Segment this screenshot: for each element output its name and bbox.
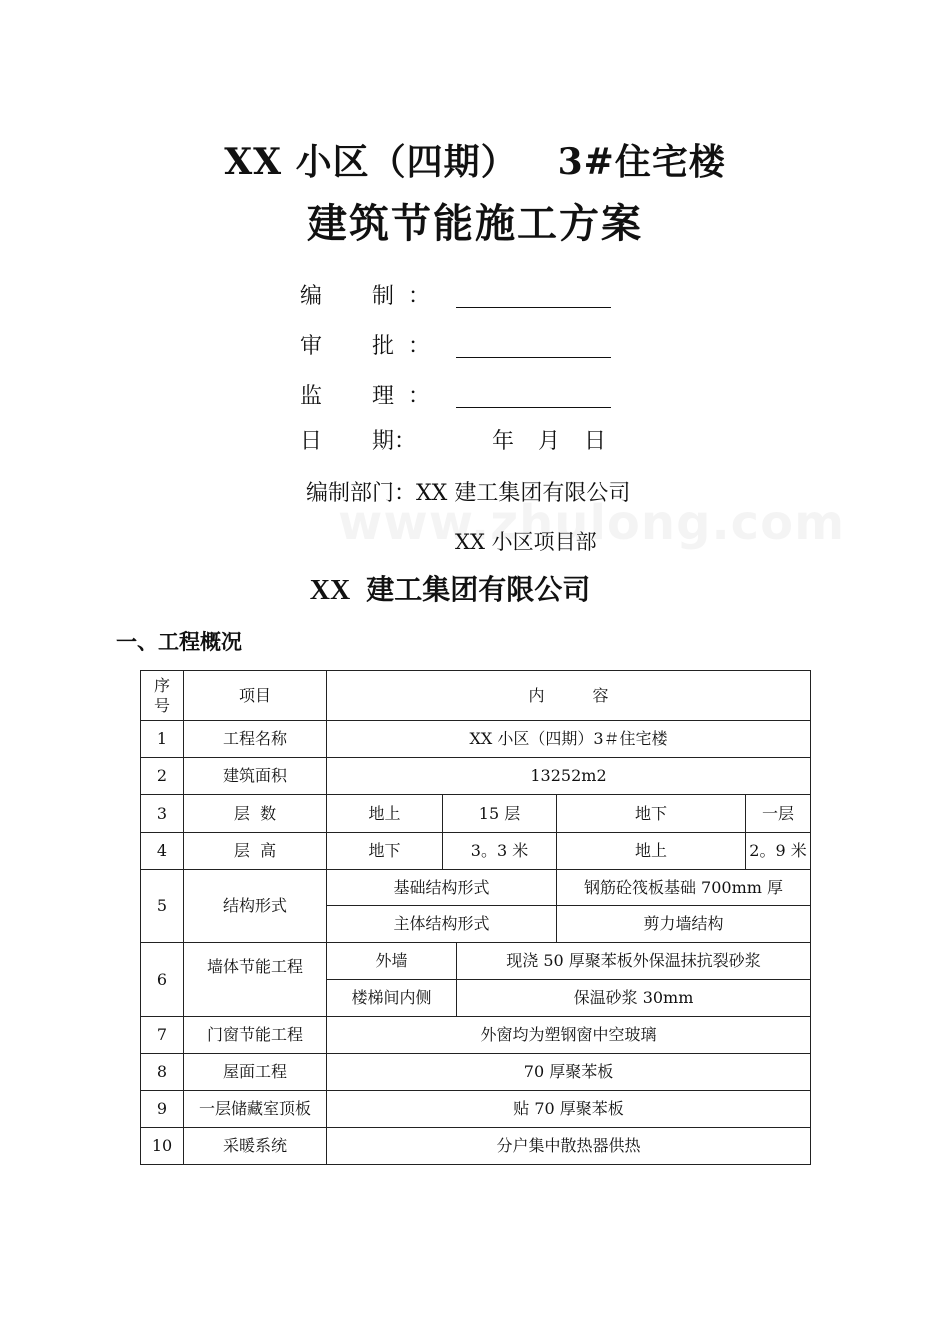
project-overview-table bbox=[140, 670, 811, 1165]
table-row: 楼梯间内侧 保温砂浆 30mm bbox=[141, 980, 811, 1017]
department-line: 编制部门：XX 建工集团有限公司 bbox=[306, 481, 631, 506]
table-row: 5 结构形式 基础结构形式 钢筋砼筏板基础 700mm 厚 bbox=[141, 870, 811, 906]
field-date: 日 期： 年 月 日 bbox=[300, 429, 607, 454]
field-supervisor: 监 理 ： bbox=[300, 376, 611, 410]
table-row: 7 门窗节能工程 外窗均为塑钢窗中空玻璃 bbox=[141, 1017, 811, 1054]
header-item: 项目 bbox=[184, 671, 327, 721]
document-title-line2: 建筑节能施工方案 bbox=[307, 200, 643, 247]
title-building: 3#住宅楼 bbox=[557, 141, 726, 183]
table-row: 2 建筑面积 13252m2 bbox=[141, 758, 811, 795]
table-row: 10 采暖系统 分户集中散热器供热 bbox=[141, 1128, 811, 1165]
table-row: 4 层 高 地下 3。3 米 地上 2。9 米 bbox=[141, 833, 811, 870]
title-project: XX 小区（四期） bbox=[224, 141, 518, 183]
project-department: XX 小区项目部 bbox=[455, 530, 597, 554]
header-no: 序号 bbox=[141, 671, 184, 721]
document-title-line1 bbox=[0, 134, 950, 185]
table-row: 1 工程名称 XX 小区（四期）3＃住宅楼 bbox=[141, 721, 811, 758]
section-heading: 一、工程概况 bbox=[116, 630, 242, 654]
table-row: 主体结构形式 剪力墙结构 bbox=[141, 906, 811, 943]
company-name: XX 建工集团有限公司 bbox=[309, 573, 591, 606]
field-compiler: 编 制 ： bbox=[300, 276, 611, 310]
signature-line bbox=[456, 407, 611, 408]
header-content: 内 容 bbox=[327, 671, 811, 721]
table-row: 9 一层储藏室顶板 贴 70 厚聚苯板 bbox=[141, 1091, 811, 1128]
table-row: 6 墙体节能工程 外墙 现浇 50 厚聚苯板外保温抹抗裂砂浆 bbox=[141, 943, 811, 980]
field-approver: 审 批 ： bbox=[300, 326, 611, 360]
signature-line bbox=[456, 307, 611, 308]
table-header-row bbox=[141, 671, 811, 721]
signature-line bbox=[456, 357, 611, 358]
table-row: 8 屋面工程 70 厚聚苯板 bbox=[141, 1054, 811, 1091]
table-row: 3 层 数 地上 15 层 地下 一层 bbox=[141, 795, 811, 833]
